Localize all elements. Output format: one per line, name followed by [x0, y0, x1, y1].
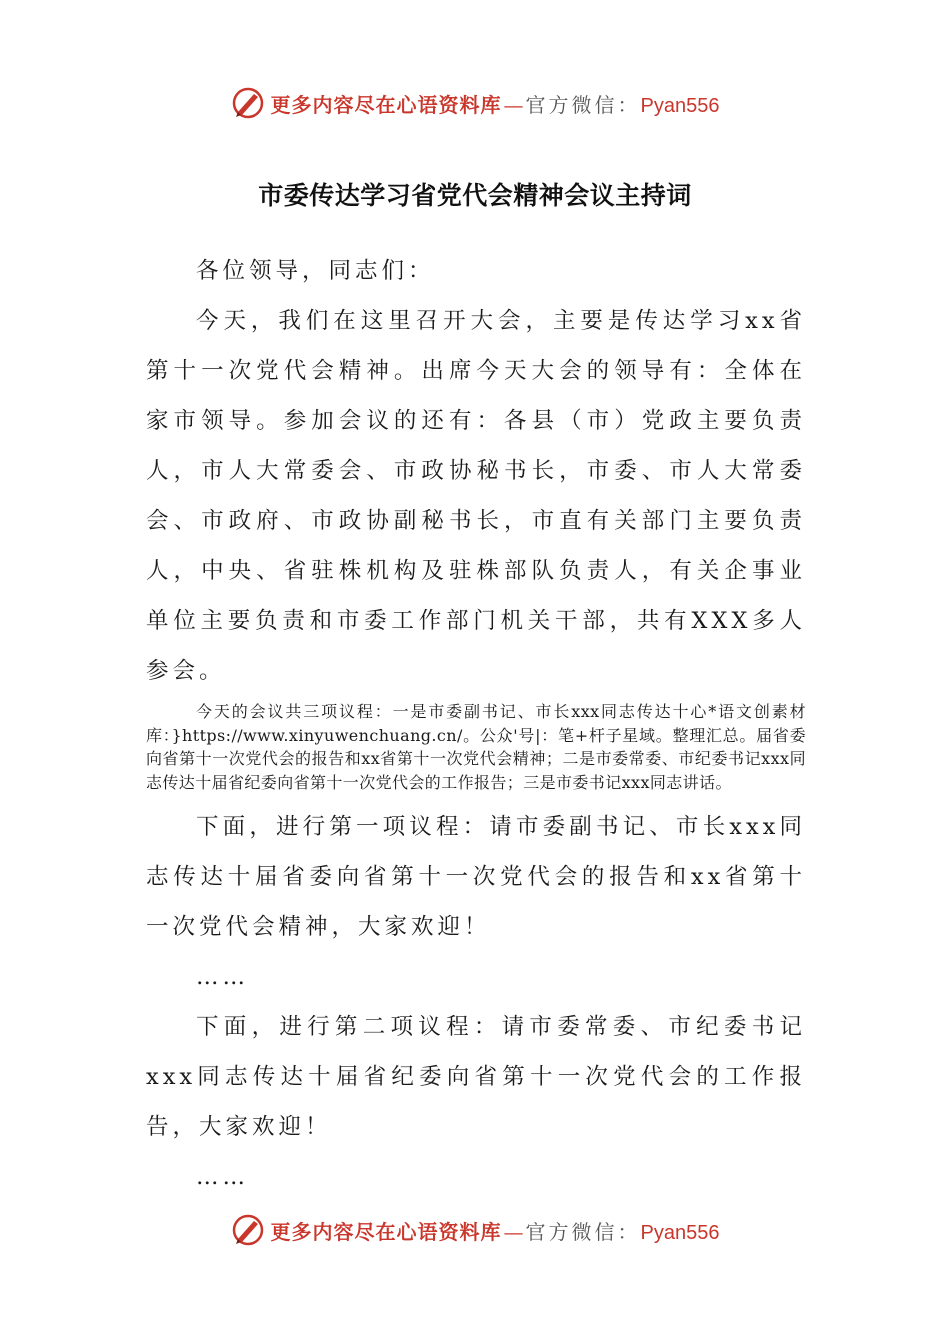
banner-wechat-id: Pyan556 — [640, 94, 720, 117]
banner-wechat-id: Pyan556 — [640, 1221, 720, 1244]
document-body — [146, 246, 806, 1202]
paragraph-attendees: 今天，我们在这里召开大会，主要是传达学习xx省第十一次党代会精神。出席今天大会的领导有：全体在家市领导。参加会议的还有：各县（市）党政主要负责人，市人大常委会、市政协秘书长，市委、市人大常委会、市政府、市政协副秘书长，市直有关部门主要负责人，中央、省驻株机构及驻株部队负责人，有关企事业单位主要负责和市委工作部门机关干部，共有XXX多人参会。 — [146, 308, 806, 684]
footer-banner — [0, 1210, 950, 1250]
paragraph-item-one: 下面，进行第一项议程：请市委副书记、市长xxx同志传达十届省委向省第十一次党代会的报告和xx省第十一次党代会精神，大家欢迎！ — [146, 814, 806, 940]
paragraph-ellipsis-two: …… — [196, 1164, 249, 1190]
pen-logo-icon — [231, 1213, 265, 1247]
banner-text — [271, 1216, 720, 1245]
banner-brand: 更多内容尽在心语资料库 — [270, 92, 502, 117]
banner-text — [271, 89, 720, 118]
banner-wechat-label: 官方微信： — [525, 1219, 641, 1244]
banner-brand: 更多内容尽在心语资料库 — [270, 1219, 502, 1244]
document-title: 市委传达学习省党代会精神会议主持词 — [258, 181, 692, 210]
banner-wechat-label: 官方微信： — [525, 92, 641, 117]
paragraph-ellipsis-one: …… — [196, 964, 249, 990]
paragraph-item-two: 下面，进行第二项议程：请市委常委、市纪委书记xxx同志传达十届省纪委向省第十一次党代会的工作报告，大家欢迎！ — [146, 1014, 806, 1140]
banner-dash: — — [503, 1219, 524, 1244]
header-banner — [0, 83, 950, 123]
paragraph-greeting: 各位领导，同志们： — [196, 258, 435, 284]
banner-dash: — — [503, 92, 524, 117]
paragraph-agenda: 今天的会议共三项议程：一是市委副书记、市长xxx同志传达十心*语文创素材库：}https://www.xinyuwenchuang.cn/。公众'号|：笔+杆子星域。整理汇总。届省委向省第十一次党代会的报告和xx省第十一次党代会精神；二是市委常委、市纪委书记xxx同志传达十届省纪委向省第十一次党代会的工作报告；三是市委书记xxx同志讲话。 — [146, 702, 806, 792]
pen-logo-icon — [231, 86, 265, 120]
